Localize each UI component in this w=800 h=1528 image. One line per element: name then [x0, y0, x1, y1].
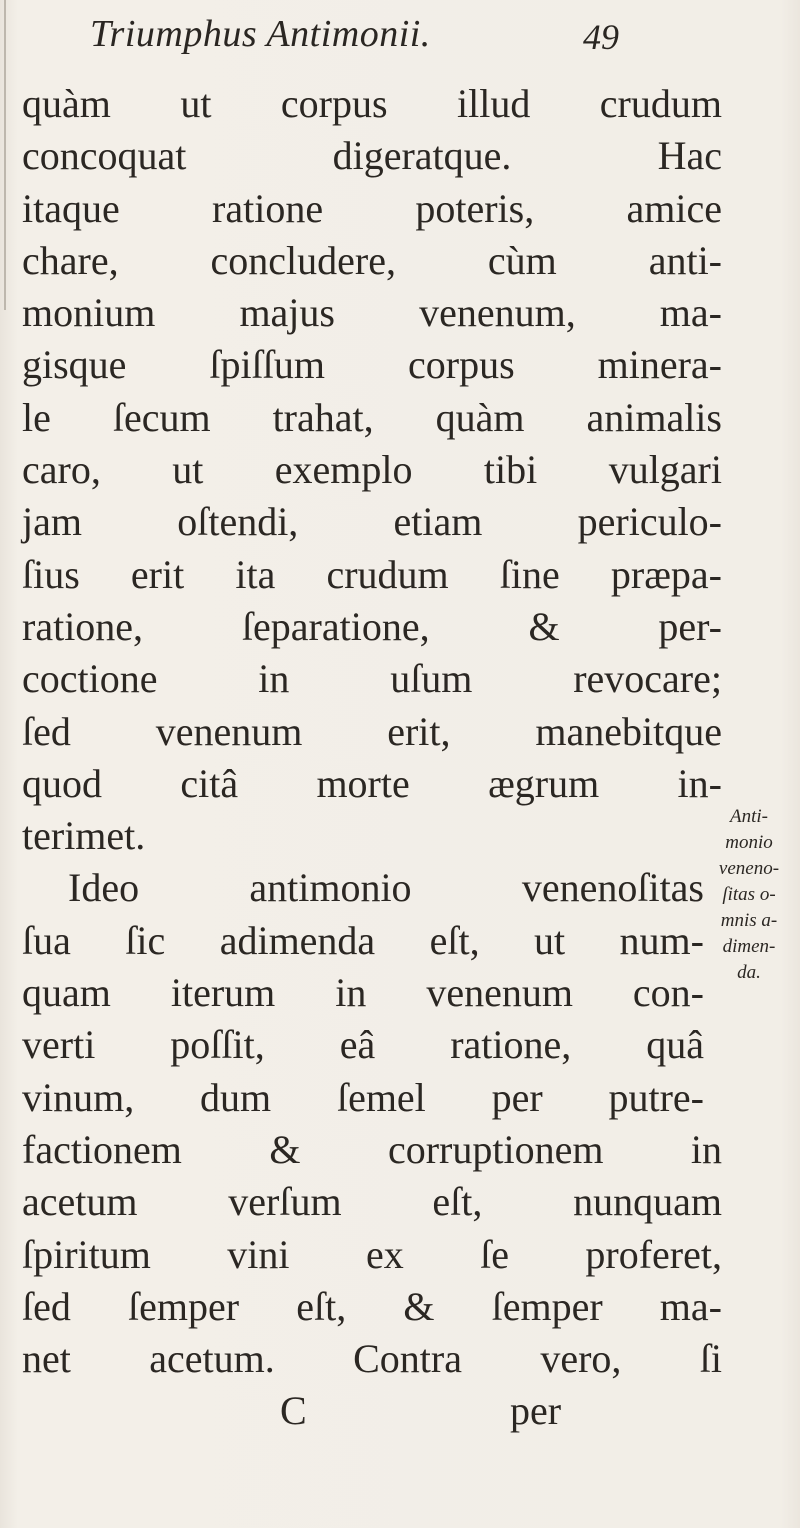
text-line: verti poſſit, eâ ratione, quâ: [22, 1022, 704, 1068]
text-line: quam iterum in venenum con-: [22, 970, 704, 1016]
text-line: concoquat digeratque. Hac: [22, 133, 722, 179]
running-title: Triumphus Antimonii.: [90, 13, 431, 55]
text-line: monium majus venenum, ma-: [22, 290, 722, 336]
text-line: factionem & corruptionem in: [22, 1126, 722, 1172]
marginal-note-line: dimen-: [722, 936, 776, 957]
text-line: chare, concludere, cùm anti-: [22, 237, 722, 283]
marginal-note-line: da.: [737, 962, 761, 983]
text-line: net acetum. Contra vero, ſi: [22, 1336, 722, 1382]
text-line: ſed ſemper eſt, & ſemper ma-: [22, 1283, 722, 1329]
marginal-note-line: Anti-: [730, 806, 768, 827]
page-number: 49: [583, 17, 619, 57]
catchline: [22, 1385, 722, 1437]
text-line: ratione, ſeparatione, & per-: [22, 603, 722, 649]
text-line: jam oſtendi, etiam periculo-: [22, 499, 722, 545]
body-text: [22, 78, 722, 1438]
text-line: itaque ratione poteris, amice: [22, 185, 722, 231]
text-line: ſpiritum vini ex ſe proferet,: [22, 1231, 722, 1277]
text-line: gisque ſpiſſum corpus minera-: [22, 342, 722, 388]
text-line: quod citâ morte ægrum in-: [22, 760, 722, 806]
text-line: quàm ut corpus illud crudum: [22, 81, 722, 126]
marginal-note-line: mnis a-: [720, 910, 778, 931]
signature-mark: C: [280, 1388, 307, 1434]
text-line: ſed venenum erit, manebitque: [22, 708, 722, 754]
text-line: ſua ſic adimenda eſt, ut num-: [22, 917, 704, 963]
text-line: le ſecum trahat, quàm animalis: [22, 394, 722, 440]
catchword: per: [510, 1388, 562, 1434]
marginal-note: [706, 804, 800, 986]
marginal-note-line: monio: [725, 832, 773, 853]
paragraph-start-line: Ideo antimonio venenoſitas: [68, 865, 704, 911]
text-line: ſius erit ita crudum ſine præpa-: [22, 551, 722, 597]
text-line: caro, ut exemplo tibi vulgari: [22, 447, 722, 493]
marginal-note-line: ſitas o-: [722, 884, 776, 905]
gutter-edge: [4, 0, 6, 310]
marginal-note-line: veneno-: [718, 858, 780, 879]
text-line: coctione in uſum revocare;: [22, 656, 722, 702]
text-line: vinum, dum ſemel per putre-: [22, 1074, 704, 1120]
running-head: [90, 12, 650, 72]
text-line: terimet.: [22, 813, 146, 859]
text-line: acetum verſum eſt, nunquam: [22, 1179, 722, 1225]
